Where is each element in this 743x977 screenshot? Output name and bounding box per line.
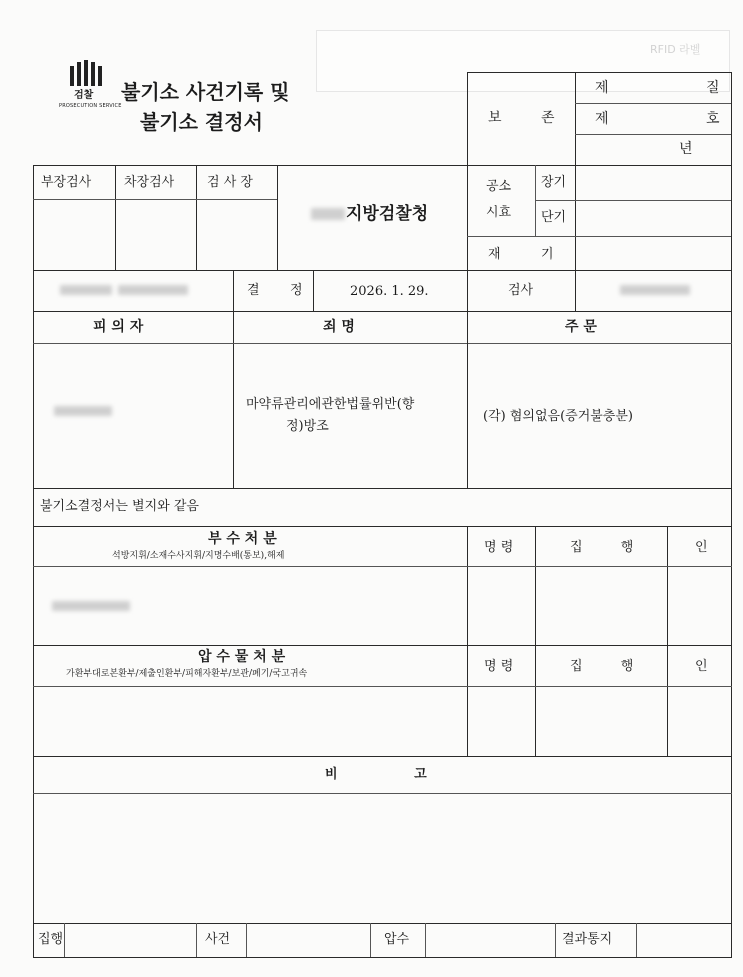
table-rule (246, 923, 247, 957)
table-rule (64, 923, 65, 957)
table-rule (33, 311, 732, 312)
preservation-number-prefix: 제 (595, 111, 609, 127)
table-rule (575, 134, 731, 135)
redacted-prosecutor-name (620, 285, 690, 295)
table-rule (33, 488, 732, 489)
table-rule (277, 165, 278, 270)
table-rule (555, 923, 556, 957)
preservation-label-bo: 보 (488, 110, 502, 126)
charge-line1: 마약류관리에관한법률위반(향 (246, 397, 415, 412)
table-rule (467, 526, 468, 756)
table-rule (33, 923, 732, 924)
approval-chief-deputy: 부장검사 (41, 175, 92, 190)
seized-subtitle: 가환부대로본환부/제출인환부/피해자환부/보관/폐기/국고귀속 (66, 669, 308, 679)
table-rule (467, 236, 731, 237)
table-rule (425, 923, 426, 957)
table-rule (33, 270, 732, 271)
table-rule (33, 165, 34, 957)
statute-label-line1: 공소 (486, 179, 512, 194)
preservation-number-suffix: 호 (706, 111, 720, 127)
seized-order: 명 령 (484, 659, 514, 674)
table-rule (370, 923, 371, 957)
table-rule (33, 566, 732, 567)
table-rule (636, 923, 637, 957)
table-rule (115, 165, 116, 270)
ancillary-subtitle: 석방지휘/소재수사지휘/지명수배(통보),해제 (112, 551, 285, 561)
statute-label-line2: 시효 (486, 205, 512, 220)
remarks-title: 비 고 (325, 767, 427, 782)
table-rule (33, 686, 732, 687)
footer-result-notice: 결과통지 (562, 932, 613, 947)
table-rule (233, 270, 234, 488)
table-rule (667, 526, 668, 756)
reopen-label-b: 기 (541, 247, 554, 262)
prosecutor-label: 검사 (508, 283, 534, 298)
table-rule (33, 199, 277, 200)
footer-case: 사건 (205, 932, 231, 947)
preservation-volume-suffix: 질 (706, 80, 720, 96)
logo-text: 검찰 (74, 90, 94, 101)
redacted-suspect-name (54, 406, 112, 416)
table-rule (196, 923, 197, 957)
table-rule (467, 311, 468, 488)
ancillary-execution: 집 행 (570, 540, 634, 555)
decision-date: 2026. 1. 29. (350, 284, 429, 299)
table-rule (33, 165, 732, 166)
footer-seizure: 압수 (384, 932, 410, 947)
ancillary-seal: 인 (695, 540, 708, 555)
logo-subtext: PROSECUTION SERVICE (59, 103, 122, 109)
table-rule (535, 200, 731, 201)
ancillary-order: 명 령 (484, 540, 514, 555)
table-rule (33, 756, 732, 757)
table-rule (33, 957, 732, 958)
disposition-text: (각) 혐의없음(증거불충분) (483, 409, 633, 424)
note-line: 불기소결정서는 별지와 같음 (40, 499, 199, 514)
document-title-line2: 불기소 결정서 (140, 110, 263, 134)
table-rule (313, 270, 314, 311)
redacted-case-number-b (118, 285, 188, 295)
statute-short-term: 단기 (541, 210, 567, 225)
seized-seal: 인 (695, 659, 708, 674)
table-rule (33, 526, 732, 527)
approval-chief-prosecutor: 검 사 장 (207, 175, 253, 190)
table-rule (731, 72, 732, 957)
column-charge: 죄 명 (323, 319, 355, 335)
preservation-volume-prefix: 제 (595, 80, 609, 96)
ancillary-title: 부 수 처 분 (208, 531, 277, 547)
document-title-line1: 불기소 사건기록 및 (121, 80, 290, 104)
table-rule (575, 270, 576, 311)
footer-execution: 집행 (38, 932, 64, 947)
rfid-label-area (316, 30, 730, 92)
table-rule (575, 103, 731, 104)
table-rule (33, 645, 732, 646)
table-rule (467, 165, 468, 311)
charge-line2: 정)방조 (286, 419, 329, 434)
table-rule (535, 526, 536, 756)
table-rule (33, 793, 732, 794)
table-rule (467, 72, 468, 165)
column-disposition: 주 문 (565, 319, 597, 335)
redacted-case-number-a (60, 285, 112, 295)
table-rule (33, 343, 732, 344)
decision-label-b: 정 (290, 283, 303, 298)
column-suspect: 피 의 자 (93, 319, 144, 335)
statute-long-term: 장기 (541, 175, 567, 190)
seized-execution: 집 행 (570, 659, 634, 674)
redacted-ancillary-content (52, 601, 130, 611)
rfid-label-text: RFID 라벨 (650, 43, 701, 56)
seized-title: 압 수 물 처 분 (198, 649, 286, 665)
table-rule (575, 72, 576, 165)
table-rule (535, 165, 536, 237)
approval-deputy-chief: 차장검사 (124, 175, 175, 190)
table-rule (575, 165, 576, 270)
preservation-label-jon: 존 (541, 110, 555, 126)
redacted-office-region (311, 208, 345, 220)
table-rule (467, 72, 732, 73)
reopen-label-a: 재 (488, 247, 501, 262)
office-name: 지방검찰청 (346, 204, 429, 224)
prosecution-logo (68, 60, 108, 86)
table-rule (196, 165, 197, 270)
decision-label-a: 결 (247, 283, 260, 298)
preservation-year-suffix: 년 (679, 141, 693, 157)
